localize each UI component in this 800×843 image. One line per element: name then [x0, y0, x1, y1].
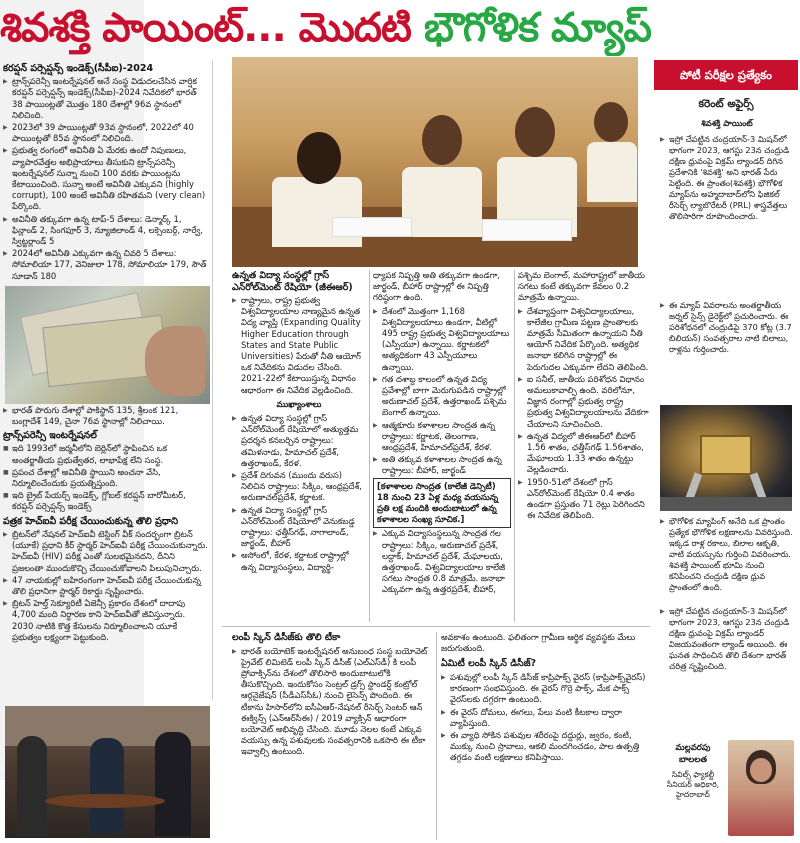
- shivshakti-bullet: ▶ ఇస్రో చేపట్టిన చంద్రయాన్-3 మిషన్‌లో భాగంగా 2023, ఆగస్టు 23న చంద్రుడి దక్షిణ ధ్రువంపై విక్రమ్ ల్యాండర్ విజయవంతంగా ల్యాండ్ అయింది. ఈ ఘనత సాధించిన తొలి దేశంగా భారత్ చరిత్ర సృష్టించింది.: [660, 606, 794, 672]
- table-shape: [45, 794, 165, 808]
- ger-para: ▶ రాష్ట్రాలు, రాష్ట్ర ప్రభుత్వ విశ్వవిద్యాలయాల నాణ్యమైన ఉన్నత విద్య వ్యాప్తి (Expanding Quality Higher Education through States and State Public Universities) పేరుతో నీతి ఆయోగ్ ఒక నివేదికను విడుదల చేసింది. 2021-22లో కేటాయిస్తున్న విధానం ఆధారంగా ఈ నివేదిక వెల్లడించింది.: [232, 295, 366, 396]
- currency-notes-photo: [5, 286, 210, 404]
- shivshakti-bullet: ▶ భౌగోళిక మ్యాపింగ్ అనేది ఒక ప్రాంతం ప్రత్యేక భౌగోళిక లక్షణాలను వివరిస్తుంది. ఇక్కడ రాళ్ల రకాలు, బిలాల ఆకృతి, వాటి వయస్సును గుర్తించి వివరించారు. శివశక్తి పాయింట్ భూమి నుంచి కనిపించని చంద్రుడి దక్షిణ ధ్రువ ప్రాంతంలో ఉంది.: [660, 516, 794, 593]
- shivshakti-para: [660, 516, 794, 604]
- hiv-bullet: ▶ 47 నాయకుల్లో బహిరంగంగా హెచ్ఐవీ పరీక్ష చేయించుకున్న తొలి ప్రధానిగా స్టార్మర్ రికార్డు సృష్టించారు.: [3, 575, 208, 597]
- lumpy-para: ▶ భారత్ బయోటెక్ ఇంటర్నేషనల్ అనుబంధ సంస్థ బయోవెట్ ప్రైవేట్ లిమిటెడ్ లంపీ స్కిన్ డిసీజ్ (ఎల్ఎస్‌డీ) కి లంపీ ప్రోవాక్సిన్‌ను దేశంలో తొలిసారి అందుబాటులోకి తీసుకొచ్చింది. ఇందుకోసం సెంట్రల్ డ్రగ్స్ స్టాండర్డ్ కంట్రోల్ ఆర్గనైజేషన్ (సీడీఎస్‌సీఓ) నుంచి లైసెన్స్ పొందింది. ఈ టీకాను హిసార్‌లోని ఐసీఏఆర్-నేషనల్ రీసెర్చ్ సెంటర్ ఆన్ ఈక్విన్స్ (ఎన్ఆర్‌సీఈ) / 2019 వ్యాక్సిన్ ఆధారంగా బయోవెట్ అభివృద్ధి చేసింది. మూడు నెలల కంటే ఎక్కువ వయస్సు ఉన్న పశువులకు సంవత్సరానికి ఒకసారి ఈ టీకా ఇవ్వాల్సి ఉంటుంది.: [232, 646, 432, 758]
- lumpy-subheading: ఏమిటీ లంపీ స్కిన్ డిసీజ్?: [441, 658, 537, 670]
- ti-bullet: ■ ఇది 1993లో జర్మనీలోని బెర్లిన్‌లో స్థాపించిన ఒక అంతర్జాతీయ ప్రభుత్వేతర, లాభాపేక్ష లేని సంస్థ.: [3, 443, 208, 465]
- section-divider: [222, 626, 650, 627]
- shivshakti-topic: శివశక్తి పాయింట్: [701, 118, 753, 128]
- cpi-bullet: ▶ 2024లో అవినీతి ఎక్కువగా ఉన్న చివరి 5 దేశాలు: సోమాలియా 177, వెనిజులా 178, సోమాలియా 179, సౌత్ సూడాన్ 180: [3, 248, 208, 282]
- headline-part-2: మొదటి: [298, 5, 424, 51]
- student-head-shape: [297, 132, 341, 184]
- neighbors-bullet: ▶ భారత్ పొరుగు దేశాల్లో పాకిస్థాన్ 135, శ్రీలంక 121, బంగ్లాదేశ్ 149, చైనా 76వ స్థానాల్లో నిలిచాయి.: [3, 405, 208, 427]
- author-face-shape: [750, 758, 772, 782]
- lumpy-title: లంపీ స్కిన్ డిసీజ్‌కు తొలి టీకా: [232, 632, 341, 643]
- lumpy-article-col-2: [441, 632, 649, 840]
- cpi-bullet: ▶ అవినీతి తక్కువగా ఉన్న టాప్-5 దేశాలు: డెన్మార్క్ 1, ఫిన్లాండ్ 2, సింగపూర్ 3, న్యూజిలాండ్ 4, లక్సెంబర్గ్, నార్వే, స్విట్జర్లాండ్ 5: [3, 214, 208, 248]
- column-divider: [436, 632, 437, 840]
- person-shape: [155, 732, 191, 836]
- ger-bullet: ▶ అసోంలో, కేరళ, కర్ణాటక రాష్ట్రాల్లో ఉన్న విద్యాసంస్థలు, విద్యార్థి-: [232, 550, 366, 572]
- headline-part-1: శివశక్తి పాయింట్...: [0, 5, 299, 51]
- shivshakti-bullet: ▶ ఇస్రో చేపట్టిన చంద్రయాన్-3 మిషన్‌లో భాగంగా 2023, ఆగస్టు 23న చంద్రుడి దక్షిణ ధ్రువంపై విక్రమ్ ల్యాండర్ దిగిన ప్రదేశానికి 'శివశక్తి' అని భారత్ పేరు పెట్టింది. ఈ ప్రాంతం(శివశక్తి) భౌగోళిక మ్యాప్‌ను అహ్మదాబాద్‌లోని ఫిజికల్ రీసెర్చ్ ల్యాబొరేటరీ (PRL) శాస్త్రవేత్తలు తొలిసారిగా రూపొందించారు.: [660, 134, 794, 222]
- ger-bullet: ▶ ఆత్మకూరు కళాశాలల సాంద్రత ఉన్న రాష్ట్రాలు: కర్ణాటక, తెలంగాణ, ఆంధ్రప్రదేశ్, హిమాచల్‌ప్రదేశ్, కేరళ.: [373, 420, 511, 454]
- ti-bullet: ■ ప్రపంచ దేశాల్లో అవినీతి స్థాయిని అంచనా వేసి, నిర్మూలించేందుకు ప్రయత్నిస్తుంది.: [3, 467, 208, 489]
- student-head-shape: [594, 102, 628, 142]
- cpi-bullet: ▶ 2023లో 39 పాయింట్లతో 93వ స్థానంలో, 2022లో 40 పాయింట్లతో 85వ స్థానంలో నిలిచింది.: [3, 122, 208, 144]
- chandrayaan-lander-photo: [660, 405, 792, 511]
- lander-leg-shape: [686, 472, 702, 499]
- hiv-bullet: ▶ బ్రిటన్ హెల్త్ సెక్యూరిటీ ఏజెన్సీ ప్రకారం దేశంలో దాదాపు 4,700 మంది నిర్ధారణ కాని హెచ్ఐవీతో జీవిస్తున్నారు. 2030 నాటికి కొత్త కేసులను నిర్మూలించాలని యూకే ప్రభుత్వం లక్ష్యంగా పెట్టుకుంది.: [3, 598, 208, 643]
- author-photo: [728, 740, 794, 836]
- competitive-exams-banner: పోటీ పరీక్షల ప్రత్యేకం: [654, 60, 798, 90]
- person-shape: [90, 738, 124, 834]
- ger-article-col-3: [518, 270, 650, 622]
- lumpy-article-col-1: [232, 632, 432, 840]
- ger-para: పశ్చిమ బెంగాల్, మహారాష్ట్రలో జాతీయ సగటు కంటే తక్కువగా కేవలం 0.2 మాత్రమే ఉన్నాయి.: [518, 270, 645, 303]
- shivshakti-para: [660, 606, 794, 736]
- hiv-bullet: ▶ బ్రిటన్‌లో నేషనల్ హెచ్ఐవీ టెస్టింగ్ వీక్ సందర్భంగా బ్రిటన్ (యూకే) ప్రధాని కీర్ స్టార్మర్ హెచ్ఐవీ పరీక్ష చేయించుకున్నారు. హెచ్ఐవీ (HIV) పరీక్ష ఎంతో సులభమైనదని, దీనిని ప్రజలంతా ముందుకొచ్చి చేయించుకోవాలని పిలుపునిచ్చారు.: [3, 529, 208, 574]
- ger-bullet: ▶ ఐ సనీల్, జాతీయ పరిశోధన విధానం అమలుకావాల్సి ఉంది. వరిలోనూ, విజ్ఞాన రంగాల్లో ప్రభుత్వ రాష్ట్ర ప్రభుత్వ విశ్వవిద్యాలయాలను వేదికగా చేయాలని సూచించింది.: [518, 374, 650, 430]
- lumpy-para: అవకాశం ఉంటుంది. ఫలితంగా గ్రామీణ ఆర్థిక వ్యవస్థకు మేలు జరుగుతుంది.: [441, 632, 636, 654]
- cpi-bullet: ▶ ట్రాన్స్‌పరెన్సీ ఇంటర్నేషనల్ అనే సంస్థ విడుదలచేసిన వార్షిక కరప్షన్ పర్సెప్షన్స్ ఇండెక్స్(సీపీఐ)-2024 నివేదికలో భారత్ 38 పాయింట్లతో మొత్తం 180 దేశాల్లో 96వ స్థానంలో నిలిచింది.: [3, 76, 208, 121]
- pm-hiv-test-photo: [5, 706, 210, 838]
- college-density-box: [కళాశాలల సాంద్రత (కాలేజీ డెన్సిటీ) 18 నుంచి 23 ఏళ్ల మధ్య వయసున్న ప్రతి లక్ష మందికి అందుబాటులో ఉన్న కళాశాలల సంఖ్య సూచిక.]: [373, 478, 511, 529]
- lumpy-bullet: ▶ ఈ వ్యాధి సోకిన పశువుల శరీరంపై దద్దుర్లు, జ్వరం, కంటి, ముక్కు నుంచి స్రావాలు, ఆకలి మందగించడం, పాల ఉత్పత్తి తగ్గడం వంటి లక్షణాలు కనిపిస్తాయి.: [441, 730, 649, 764]
- shivshakti-para: [660, 134, 794, 298]
- hand-shape: [145, 326, 205, 396]
- ger-bullet: ▶ 1950-51లో దేశంలో గ్రాస్ ఎన్‌రోల్‌మెంట్ రేషియో 0.4 శాతం ఉండగా ప్రస్తుతం 71 రెట్లు పెరిగిందని ఈ నివేదిక తెలిపింది.: [518, 477, 650, 522]
- ti-title: ట్రాన్స్‌పరెన్సీ ఇంటర్నేషనల్: [3, 430, 97, 442]
- ger-para: ధ్యాపక నిష్పత్తి అతి తక్కువగా ఉండగా, జార్ఖండ్, బీహార్ రాష్ట్రాల్లో ఈ నిష్పత్తి గరిష్ఠంగా ఉంది.: [373, 270, 501, 303]
- student-head-shape: [422, 115, 462, 165]
- ger-bullet: ▶ ఉన్నత విద్యా సంస్థల్లో గ్రాస్ ఎన్‌రోల్‌మెంట్ రేషియోలో వెనుకబడ్డ రాష్ట్రాలు: ఛత్తీస్‌గఢ్, నాగాలాండ్, జార్ఖండ్, బీహార్: [232, 505, 366, 550]
- column-divider: [369, 270, 370, 622]
- student-shape: [587, 142, 637, 202]
- lunar-surface-shape: [660, 497, 792, 511]
- cpi-bullet: ▶ ప్రభుత్వ రంగంలో అవినీతి ఏ మేరకు ఉందో నిపుణులు, వ్యాపారవేత్తల అభిప్రాయాలు తీసుకుని ట్రాన్స్‌పరెన్సీ ఇంటర్నేషనల్ సున్నా నుంచి 100 వరకు పాయింట్లను కేటాయించింది. సున్నా అంటే అవినీతి ఎక్కువని (highly corrupt), 100 అంటే అవినీతి రహితమని (very clean) పేర్కొంది.: [3, 145, 208, 212]
- shivshakti-para: [660, 300, 794, 402]
- student-head-shape: [515, 107, 555, 157]
- ger-bullet: ▶ దేశవ్యాప్తంగా విశ్వవిద్యాలయాలు, కాలేజీల గ్రామీణ పట్టణ ప్రాంతాలకు మాత్రమే సీమితంగా ఉన్నాయని నీతి ఆయోగ్ నివేదిక పేర్కొంది. అత్యధిక జనాభా కలిగిన రాష్ట్రాల్లో ఈ పెరుగుదల ఎక్కువగా లేదని తెలిపింది.: [518, 306, 650, 373]
- ger-title: ఉన్నత విద్యా సంస్థల్లో గ్రాస్ ఎన్‌రోల్‌మెంట్ రేషియో (జీఈఆర్): [232, 270, 353, 293]
- notebook-shape: [332, 217, 412, 237]
- ger-bullet: ▶ ఎక్కువ విద్యాసంస్థలున్న సాంద్రత గల రాష్ట్రాలు: సిక్కిం, అరుణాచల్ ప్రదేశ్, లద్దాక్, హిమాచల్ ప్రదేశ్, మేఘాలయ, ఉత్తరాఖండ్. విశ్వవిద్యాలయాల కాలేజీ సగటు సాంద్రత 0.8 మాత్రమే. జనాభా ఎక్కువగా ఉన్న ఉత్తరప్రదేశ్, బీహార్,: [373, 528, 511, 595]
- cpi-title: కరప్షన్ పర్సెప్షన్స్ ఇండెక్స్(సీపీఐ)-2024: [3, 63, 154, 74]
- lander-body-shape: [700, 435, 752, 475]
- highlights-heading: ముఖ్యాంశాలు: [276, 398, 322, 409]
- author-name: మల్లవరపు బాలలత: [675, 743, 711, 765]
- lumpy-bullet: ▶ పశువుల్లో లంపీ స్కిన్ డిసీజ్ కాప్రిపాక్స్ వైరస్ (కాప్రిపాక్స్‌వైరస్) కారణంగా సంభవిస్తుంది. ఈ వైరస్ గొర్రె పాక్స్, మేక పాక్స్ వైరస్‌లకు దగ్గరగా ఉంటుంది.: [441, 672, 649, 706]
- ger-bullet: ▶ గత దశాబ్ద కాలంలో ఉన్నత విద్య ప్రవేశాల్లో బాగా మెరుగుపడిన రాష్ట్రాల్లో అరుణాచల్ ప్రదేశ్, ఉత్తరాఖండ్ పశ్చిమ బెంగాల్ ఉన్నాయి.: [373, 374, 511, 419]
- student-shape: [402, 167, 482, 237]
- ger-bullet: ▶ ప్రదేశ్ దిగువన (ముందు వరుస) నిలిచిన రాష్ట్రాలు: సిక్కిం, ఆంధ్రప్రదేశ్, అరుణాచల్‌ప్రదేశ్, కర్ణాటక.: [232, 470, 366, 504]
- author-byline: [660, 742, 726, 800]
- classroom-photo: [232, 57, 638, 267]
- current-affairs-label: కరెంట్ అఫైర్స్: [698, 98, 754, 110]
- lander-leg-shape: [750, 472, 766, 499]
- headline-part-3: భౌగోళిక మ్యాప్: [423, 5, 651, 51]
- page-headline: [0, 0, 800, 56]
- lumpy-bullet: ▶ ఈ వైరస్ దోమలు, ఈగలు, పేలు వంటి కీటకాల ద్వారా వ్యాపిస్తుంది.: [441, 707, 649, 729]
- ger-bullet: ▶ ఉన్నత విద్యా సంస్థల్లో గ్రాస్ ఎన్‌రోల్‌మెంట్ రేషియోలో అత్యుత్తమ ప్రదర్శన కనబర్చిన రాష్ట్రాలు: తమిళనాడు, హిమాచల్ ప్రదేశ్, ఉత్తరాఖండ్, కేరళ.: [232, 413, 366, 469]
- ger-article-col-1: [232, 270, 366, 622]
- person-shape: [17, 736, 47, 836]
- ger-bullet: ▶ ఉన్నత విద్యలో జీఈఆర్‌లో బీహార్ 1.56 శాతం, ఛత్తీస్‌గఢ్ 1.56శాతం, మేఘాలయ 1.33 శాతం ఉన్నట్టు వెల్లడించారు.: [518, 431, 650, 476]
- ger-article-col-2: [373, 270, 511, 622]
- ger-bullet: ▶ అతి తక్కువ కళాశాలల సాంద్రత ఉన్న రాష్ట్రాలు: బీహార్, జార్ఖండ్: [373, 454, 511, 476]
- hiv-title: పత్రక హెచ్ఐవీ పరీక్ష చేయించుకున్న తొలి ప్రధాని: [3, 515, 179, 527]
- ti-bullet: ■ ఇది బ్రైబ్ పేయర్స్ ఇండెక్స్, గ్లోబల్ కరప్షన్ బారోమీటర్, కరప్షన్ పర్సెప్షన్స్ ఇండెక్స్: [3, 490, 208, 512]
- shivshakti-bullet: ▶ ఈ మ్యాప్ వివరాలను అంతర్జాతీయ జర్నల్ సైన్స్ డైరెక్ట్‌లో ప్రచురించారు. ఈ పరిశోధనలో చంద్రుడిపై 370 కోట్ల (3.7 బిలియన్) సంవత్సరాల నాటి బిలాలు, రాళ్లను గుర్తించారు.: [660, 300, 794, 355]
- column-divider: [514, 270, 515, 622]
- ger-bullet: ▶ దేశంలో మొత్తంగా 1,168 విశ్వవిద్యాలయాలు ఉండగా, వీటిల్లో 495 రాష్ట్ర ప్రభుత్వ విశ్వవిద్యాలయాలు (ఎస్పీయూ) ఉన్నాయి. కర్ణాటకలో అత్యధికంగా 43 ఎస్పీయూలు ఉన్నాయి.: [373, 306, 511, 373]
- author-designation: సివిల్స్ ఫ్యాకల్టీ సీనియర్ అధికారి, హైదరాబాద్: [666, 770, 720, 799]
- notebook-shape: [482, 219, 572, 241]
